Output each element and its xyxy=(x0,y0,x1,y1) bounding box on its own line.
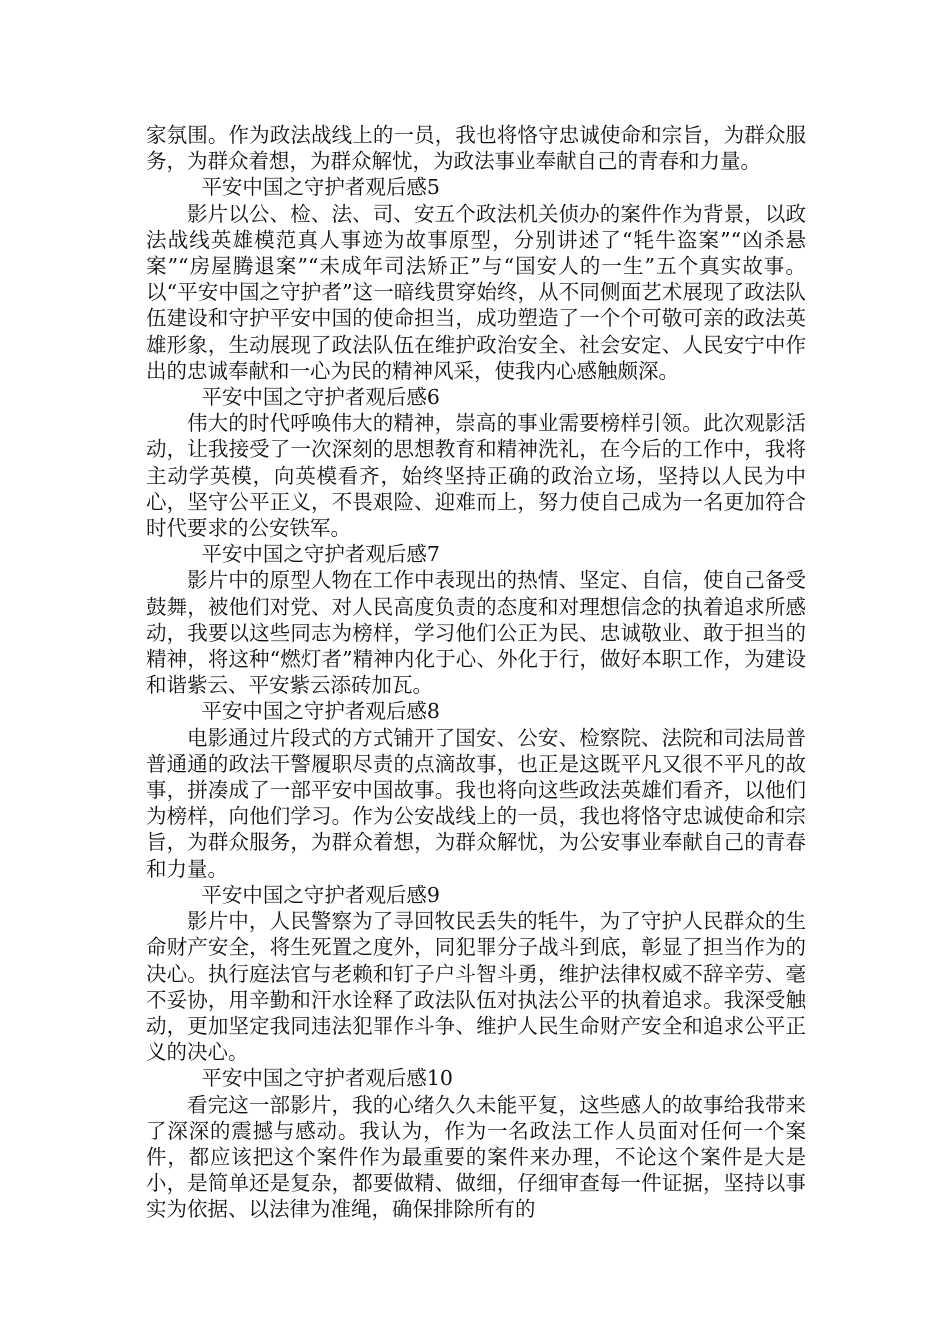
section-heading-9: 平安中国之守护者观后感9 xyxy=(201,882,440,907)
paragraph-9: 影片中，人民警察为了寻回牧民丢失的牦牛，为了守护人民群众的生命财产安全，将生死置之度外，同犯罪分子战斗到底，彰显了担当作为的决心。执行庭法官与老赖和钉子户斗智斗勇，维护法律权威不辞辛劳、毫不妥协，用辛勤和汗水诠释了政法队伍对执法公平的执着追求。我深受触动，更加坚定我同违法犯罪作斗争、维护人民生命财产安全和追求公平正义的决心。 xyxy=(146,909,806,1065)
section-heading-5: 平安中国之守护者观后感5 xyxy=(201,175,440,200)
paragraph-continued: 家氛围。作为政法战线上的一员，我也将恪守忠诚使命和宗旨，为群众服务，为群众着想，为群众解忧，为政法事业奉献自己的青春和力量。 xyxy=(146,123,806,174)
section-heading-10: 平安中国之守护者观后感10 xyxy=(201,1066,453,1091)
paragraph-10: 看完这一部影片，我的心绪久久未能平复，这些感人的故事给我带来了深深的震撼与感动。我认为，作为一名政法工作人员面对任何一个案件，都应该把这个案件作为最重要的案件来办理，不论这个案件是大是小，是简单还是复杂，都要做精、做细，仔细审查每一件证据，坚持以事实为依据、以法律为准绳，确保排除所有的 xyxy=(146,1092,806,1222)
section-heading-7: 平安中国之守护者观后感7 xyxy=(201,542,440,567)
section-heading-8: 平安中国之守护者观后感8 xyxy=(201,699,440,724)
paragraph-5: 影片以公、检、法、司、安五个政法机关侦办的案件作为背景，以政法战线英雄模范真人事迹为故事原型，分别讲述了“牦牛盗案”“凶杀悬案”“房屋腾退案”“未成年司法矫正”与“国安人的一生”五个真实故事。以“平安中国之守护者”这一暗线贯穿始终，从不同侧面艺术展现了政法队伍建设和守护平安中国的使命担当，成功塑造了一个个可敬可亲的政法英雄形象，生动展现了政法队伍在维护政治安全、社会安定、人民安宁中作出的忠诚奉献和一心为民的精神风采，使我内心感触颇深。 xyxy=(146,201,806,383)
paragraph-6: 伟大的时代呼唤伟大的精神，崇高的事业需要榜样引领。此次观影活动，让我接受了一次深刻的思想教育和精神洗礼，在今后的工作中，我将主动学英模，向英模看齐，始终坚持正确的政治立场，坚持以人民为中心，坚守公平正义，不畏艰险、迎难而上，努力使自己成为一名更加符合时代要求的公安铁军。 xyxy=(146,411,806,541)
section-heading-6: 平安中国之守护者观后感6 xyxy=(201,385,440,410)
paragraph-7: 影片中的原型人物在工作中表现出的热情、坚定、自信，使自己备受鼓舞，被他们对党、对人民高度负责的态度和对理想信念的执着追求所感动，我要以这些同志为榜样，学习他们公正为民、忠诚敬业、敢于担当的精神，将这种“燃灯者”精神内化于心、外化于行，做好本职工作，为建设和谐紫云、平安紫云添砖加瓦。 xyxy=(146,568,806,698)
document-body xyxy=(146,122,806,1223)
paragraph-8: 电影通过片段式的方式铺开了国安、公安、检察院、法院和司法局普普通通的政法干警履职尽责的点滴故事，也正是这既平凡又很不平凡的故事，拼凑成了一部平安中国故事。我也将向这些政法英雄们看齐，以他们为榜样，向他们学习。作为公安战线上的一员，我也将恪守忠诚使命和宗旨，为群众服务，为群众着想，为群众解忧，为公安事业奉献自己的青春和力量。 xyxy=(146,725,806,881)
